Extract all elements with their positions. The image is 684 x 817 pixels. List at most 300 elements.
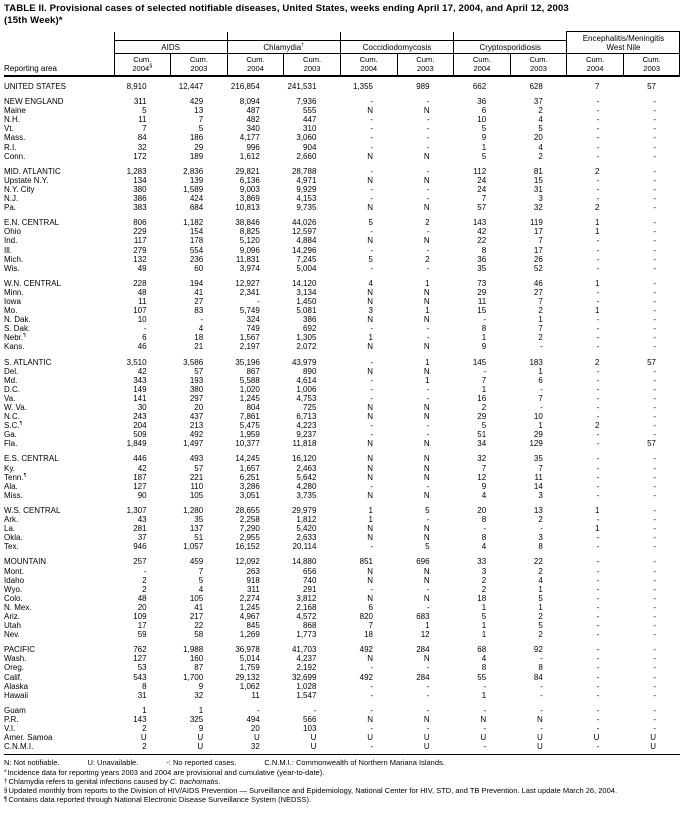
cell: 868: [303, 621, 317, 631]
cell: -: [596, 263, 600, 273]
cell: 446: [133, 454, 147, 464]
cell: -: [653, 724, 656, 733]
cell: 24: [477, 184, 487, 194]
cell: 52: [533, 263, 543, 273]
row-label-n-y-city: N.Y. City: [4, 184, 35, 194]
cell: N: [423, 593, 430, 603]
cell: N: [423, 575, 430, 585]
cell: -: [596, 124, 600, 134]
cell: 35: [477, 263, 487, 273]
cell: 12,597: [291, 227, 317, 237]
cell: 51: [194, 533, 204, 543]
cell: -: [426, 124, 430, 134]
cell: 37: [533, 97, 543, 107]
cell: 1,006: [296, 384, 317, 394]
cell: N: [423, 236, 430, 246]
cell: 29,979: [291, 505, 317, 515]
cell: U: [480, 733, 487, 743]
column-header-coccidiodomycosis-2003: Cum. 2003: [397, 54, 454, 77]
cell: 1: [481, 333, 487, 343]
table-body: [4, 76, 680, 755]
cell: 127: [133, 481, 147, 491]
cell: 2,341: [239, 287, 260, 297]
cell: 310: [303, 124, 317, 134]
cell: 1: [481, 602, 487, 612]
cell: -: [653, 454, 656, 464]
cell: 904: [303, 142, 317, 152]
cell: 2,633: [296, 533, 317, 543]
table-row: [4, 367, 680, 376]
cell: -: [596, 705, 600, 715]
cell: 325: [189, 714, 204, 724]
cell: N: [367, 439, 373, 449]
cell: 459: [189, 557, 204, 567]
cell: N: [367, 315, 373, 325]
cell: -: [426, 705, 430, 715]
cell: 1: [538, 421, 543, 431]
cell: 9,003: [239, 184, 260, 194]
cell: -: [596, 245, 600, 255]
cell: -: [653, 333, 656, 343]
cell: 57: [477, 203, 487, 213]
row-label-ohio: Ohio: [4, 227, 21, 237]
cell: -: [540, 705, 543, 715]
cell: N: [367, 203, 373, 213]
cell: 30: [137, 403, 147, 412]
cell: -: [596, 593, 600, 603]
cell: -: [653, 602, 656, 612]
cell: 12,447: [178, 82, 204, 91]
cell: -: [653, 375, 656, 385]
cell: -: [596, 97, 600, 107]
cell: 241,531: [287, 82, 317, 91]
cell: 18: [364, 630, 373, 640]
footnote: [4, 786, 680, 795]
cell: 11: [477, 296, 487, 306]
cell: -: [653, 430, 656, 440]
table-row: [4, 473, 680, 482]
row-label-minn: Minn.: [4, 287, 24, 297]
row-label-hawaii: Hawaii: [4, 690, 29, 700]
cell: 3,051: [239, 490, 260, 500]
table-title-line1: TABLE II. Provisional cases of selected notifiable diseases, United States, weeks ending April 17, 2004, and April 12, 2003: [4, 3, 569, 14]
header-group-row: [4, 32, 680, 54]
column-header-encephalitis-meningitis-2003: Cum. 2003: [623, 54, 680, 77]
row-label-n-c: N.C.: [4, 412, 20, 422]
cell: 2: [594, 357, 600, 367]
table-row: [4, 194, 680, 203]
cell: 186: [189, 133, 204, 143]
cell: 4,971: [296, 175, 317, 185]
cell: 8,094: [239, 97, 260, 107]
cell: 107: [133, 306, 147, 316]
cell: -: [596, 115, 600, 125]
cell: -: [653, 714, 656, 724]
cell: N: [423, 175, 430, 185]
cell: 110: [190, 481, 204, 491]
footnote-symbol: §: [4, 786, 8, 794]
table-row: [4, 212, 680, 227]
cell: -: [596, 342, 600, 352]
cell: 989: [416, 82, 430, 91]
table-row: [4, 315, 680, 324]
cell: 18: [477, 593, 487, 603]
cell: 2,072: [296, 342, 317, 352]
cell: 204: [133, 421, 147, 431]
cell: 8: [481, 515, 487, 525]
cell: 4,572: [296, 611, 317, 621]
cell: 4: [368, 278, 373, 288]
row-label-md: Md.: [4, 375, 18, 385]
cell: -: [426, 681, 430, 691]
table-row: [4, 306, 680, 315]
row-label-e-s-central: E.S. CENTRAL: [4, 454, 59, 464]
cell: -: [596, 566, 600, 576]
cell: -: [540, 384, 543, 394]
footnote-text: Updated monthly from reports to the Division of HIV/AIDS Prevention — Surveillance and Epidemiology, National Center for HIV, STD, and TB Prevention. Last update March 26, 2004.: [8, 786, 618, 796]
row-label-maine: Maine: [4, 106, 26, 116]
cell: -: [596, 490, 600, 500]
cell: 867: [246, 366, 260, 376]
cell: 37: [137, 533, 147, 543]
table-row: [4, 663, 680, 672]
cell: 87: [194, 663, 204, 673]
cell: 31: [137, 690, 147, 700]
cell: 1: [425, 621, 430, 631]
cell: 324: [246, 315, 260, 325]
cell: -: [653, 403, 656, 412]
footnote-text: Incidence data for reporting years 2003 and 2004 are provisional and cumulative (year-to-date).: [7, 768, 325, 778]
cell: -: [540, 690, 543, 700]
cell: -: [596, 630, 600, 640]
cell: 2: [114, 742, 171, 755]
cell: -: [596, 472, 600, 482]
cell: 1: [425, 357, 430, 367]
cell: 12: [477, 472, 487, 482]
cell: 1,547: [296, 690, 317, 700]
cell: 4: [538, 575, 543, 585]
cell: N: [367, 403, 373, 412]
cell: 1: [594, 524, 600, 534]
cell: -: [426, 430, 430, 440]
cell: -: [653, 421, 656, 431]
row-label-upstate-n-y: Upstate N.Y.: [4, 175, 49, 185]
cell: 160: [189, 654, 204, 664]
cell: 3,286: [239, 481, 260, 491]
cell: 447: [303, 115, 317, 125]
cell: -: [653, 342, 656, 352]
cell: -: [653, 254, 656, 264]
cell: 3,812: [296, 593, 317, 603]
cell: -: [426, 333, 430, 343]
footnotes: [4, 758, 680, 804]
footnote-symbol: ¶: [4, 795, 8, 803]
cell: -: [596, 375, 600, 385]
cell: -: [596, 175, 600, 185]
cell: -: [596, 142, 600, 152]
cell: -: [653, 175, 656, 185]
cell: 141: [133, 393, 147, 403]
cell: 4,237: [296, 654, 317, 664]
row-label-la: La.: [4, 524, 16, 534]
cell: 1,773: [296, 630, 317, 640]
cell: -: [483, 705, 487, 715]
cell: 429: [189, 97, 204, 107]
row-label-conn: Conn.: [4, 151, 26, 161]
footnote-italic-text: C. trachomatis: [169, 777, 219, 787]
cell: 487: [246, 106, 260, 116]
cell: 42: [137, 463, 147, 473]
cell: -: [653, 384, 656, 394]
cell: 9: [198, 681, 204, 691]
row-label-c-n-m-i: C.N.M.I.: [4, 742, 114, 755]
cell: -: [370, 705, 373, 715]
table-header: [4, 32, 680, 77]
cell: 628: [529, 82, 543, 91]
cell: 492: [189, 430, 204, 440]
cell: 5,475: [239, 421, 260, 431]
cell: 81: [533, 166, 543, 176]
cell: 279: [133, 245, 147, 255]
cell: -: [653, 505, 656, 515]
cell: 2,836: [183, 166, 204, 176]
cell: 5: [142, 106, 147, 116]
cell: -: [653, 151, 656, 161]
cell: -: [596, 194, 600, 204]
cell: 53: [137, 663, 147, 673]
cell: -: [596, 714, 600, 724]
cell: 8: [481, 245, 487, 255]
cell: 7: [142, 124, 147, 134]
cell: 57: [194, 463, 204, 473]
cell: N: [367, 654, 373, 664]
cell: 2: [538, 333, 543, 343]
cell: -: [596, 254, 600, 264]
cell: -: [596, 366, 600, 376]
cell: 183: [529, 357, 543, 367]
cell: -: [596, 621, 600, 631]
cell: 10,377: [235, 439, 260, 449]
row-label-ga: Ga.: [4, 430, 17, 440]
cell: -: [596, 654, 600, 664]
cell: 804: [246, 403, 260, 412]
cell: -: [653, 645, 656, 655]
cell: U: [623, 742, 680, 755]
cell: 493: [189, 454, 204, 464]
table-row: [4, 482, 680, 491]
cell: 217: [189, 611, 204, 621]
row-label-alaska: Alaska: [4, 681, 29, 691]
cell: 2: [538, 611, 543, 621]
cell: 1,355: [352, 82, 373, 91]
cell: 2: [538, 106, 543, 116]
cell: 284: [416, 645, 430, 655]
cell: -: [426, 115, 430, 125]
notifiable-diseases-table: [4, 31, 680, 755]
cell: 187: [133, 472, 147, 482]
table-row: [4, 176, 680, 185]
cell: 2,274: [239, 593, 260, 603]
cell: 555: [303, 106, 317, 116]
cell: -: [653, 324, 656, 334]
cell: 7: [198, 115, 204, 125]
cell: 1: [425, 306, 430, 316]
row-label-wash: Wash.: [4, 654, 27, 664]
cell: 1,283: [126, 166, 147, 176]
cell: 6,251: [239, 472, 260, 482]
row-label-miss: Miss.: [4, 490, 23, 500]
cell: -: [596, 481, 600, 491]
cell: -: [540, 403, 543, 412]
cell: 424: [189, 194, 204, 204]
cell: 656: [303, 566, 317, 576]
cell: 33: [477, 557, 487, 567]
footnote: [4, 777, 680, 786]
cell: -: [370, 357, 373, 367]
cell: 2: [538, 151, 543, 161]
cell: 194: [189, 278, 204, 288]
cell: -: [426, 194, 430, 204]
cell: -: [540, 524, 543, 534]
cell: 57: [647, 82, 656, 91]
cell: 7: [481, 463, 487, 473]
table-row: [4, 551, 680, 566]
cell: 20: [137, 602, 147, 612]
cell: 1,245: [239, 393, 260, 403]
cell: 2: [142, 724, 147, 733]
cell: 2: [425, 254, 430, 264]
cell: 105: [189, 490, 204, 500]
cell: 1,988: [183, 645, 204, 655]
cell: 257: [133, 557, 147, 567]
row-label-wyo: Wyo.: [4, 584, 23, 594]
cell: 5,420: [296, 524, 317, 534]
cell: 2: [425, 218, 430, 228]
cell: 139: [189, 175, 204, 185]
cell: -: [653, 463, 656, 473]
cell: 11: [534, 472, 543, 482]
cell: -: [653, 97, 656, 107]
cell: N: [367, 287, 373, 297]
row-label-calif: Calif.: [4, 672, 23, 682]
cell: 851: [359, 557, 373, 567]
cell: 6: [538, 375, 543, 385]
cell: 3,134: [296, 287, 317, 297]
footnote-text: .: [218, 777, 221, 787]
table-row: [4, 297, 680, 306]
row-label-tex: Tex.: [4, 542, 19, 552]
cell: 7: [368, 621, 373, 631]
cell: N: [367, 151, 373, 161]
cell: 6,713: [296, 412, 317, 422]
cell: 696: [416, 557, 430, 567]
cell: 57: [647, 439, 656, 449]
cell: 8: [142, 681, 147, 691]
cell: -: [370, 245, 373, 255]
cell: 2: [481, 584, 487, 594]
cell: 5,749: [239, 306, 260, 316]
cell: -: [370, 227, 373, 237]
table-row: [4, 376, 680, 385]
column-group-chlamydia: [227, 32, 340, 54]
cell: 105: [189, 593, 204, 603]
row-label-united-states: UNITED STATES: [4, 82, 66, 91]
cell: 1,305: [296, 333, 317, 343]
cell: 494: [246, 714, 260, 724]
cell: 1,657: [239, 463, 260, 473]
footnote-text: Chlamydia refers to genital infections caused by: [8, 777, 170, 787]
cell: 2: [142, 575, 147, 585]
cell: 3,586: [183, 357, 204, 367]
cell: 749: [246, 324, 260, 334]
cell: 20: [250, 724, 260, 733]
cell: 35,196: [235, 357, 260, 367]
cell: U: [310, 733, 317, 743]
cell: 92: [533, 645, 543, 655]
cell: -: [653, 533, 656, 543]
cell: 7,245: [296, 254, 317, 264]
cell: 5: [198, 575, 204, 585]
cell: 143: [472, 218, 487, 228]
cell: 3: [538, 490, 543, 500]
cell: 117: [133, 236, 147, 246]
cell: -: [426, 584, 430, 594]
cell: N: [423, 490, 430, 500]
cell: -: [370, 97, 373, 107]
cell: -: [596, 690, 600, 700]
cell: 2: [594, 421, 600, 431]
cell: U: [537, 733, 543, 743]
cell: N: [423, 524, 430, 534]
cell: 692: [303, 324, 317, 334]
cell: 9: [481, 342, 487, 352]
cell: 2,168: [296, 602, 317, 612]
cell: N: [367, 533, 373, 543]
cell: 7: [481, 194, 487, 204]
cell: -: [426, 184, 430, 194]
table-row: [4, 691, 680, 700]
cell: 4: [198, 584, 204, 594]
superscript-mark: ¶: [23, 333, 27, 339]
cell: -: [596, 724, 600, 733]
table-row: [4, 515, 680, 524]
cell: -: [596, 393, 600, 403]
cell: 46: [533, 278, 543, 288]
cell: 17: [533, 245, 543, 255]
cell: 31: [533, 184, 543, 194]
cell: 5: [481, 421, 487, 431]
cell: 28,788: [291, 166, 317, 176]
table-row: [4, 439, 680, 448]
row-label-colo: Colo.: [4, 593, 23, 603]
cell: -: [596, 324, 600, 334]
column-header-aids-2003: Cum. 2003: [171, 54, 228, 77]
cell: -: [540, 681, 543, 691]
cell: 137: [189, 524, 204, 534]
cell: 340: [246, 124, 260, 134]
cell: 119: [530, 218, 543, 228]
cell: -: [653, 194, 656, 204]
cell: -: [653, 203, 656, 213]
row-label-kans: Kans.: [4, 342, 25, 352]
row-label-w-va: W. Va.: [4, 403, 27, 412]
column-header-coccidiodomycosis-2004: Cum. 2004: [340, 54, 397, 77]
cell: -: [596, 672, 600, 682]
cell: 29: [533, 430, 543, 440]
footnote-symbol: †: [4, 777, 8, 785]
cell: 7: [538, 324, 543, 334]
cell: -: [596, 287, 600, 297]
